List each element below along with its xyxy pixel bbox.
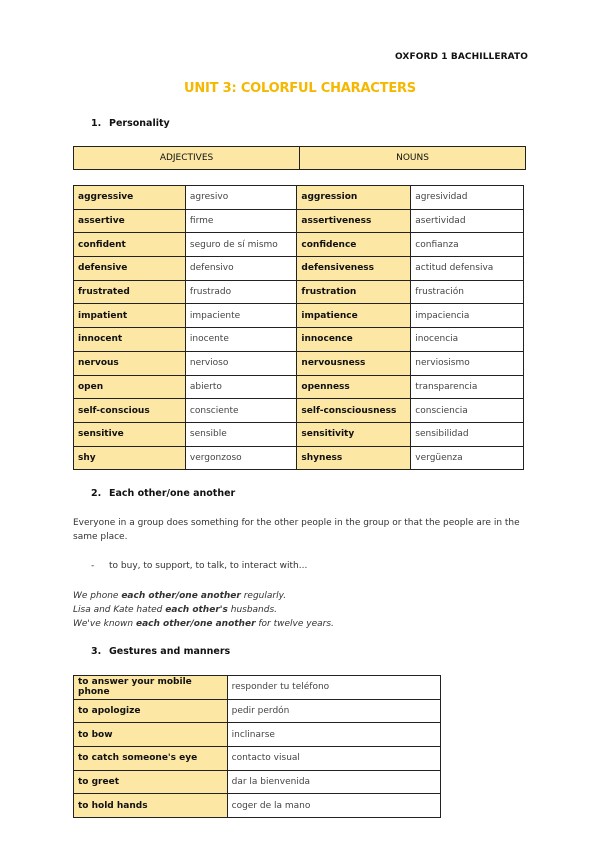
example-sentence-2	[73, 603, 277, 617]
table-row	[74, 233, 524, 257]
noun-cell: openness	[297, 375, 411, 399]
adjective-cell: innocent	[74, 328, 186, 352]
bullet-mark: -	[91, 561, 95, 571]
table-row	[74, 375, 524, 399]
noun-translation-cell: impaciencia	[411, 304, 524, 328]
section-label: Each other/one another	[109, 488, 236, 499]
course-label: OXFORD 1 BACHILLERATO	[394, 52, 528, 62]
bullet-text: to buy, to support, to talk, to interact with...	[109, 561, 308, 571]
gesture-cell: to answer your mobile phone	[74, 676, 228, 700]
noun-cell: nervousness	[297, 351, 411, 375]
gesture-cell: to greet	[74, 770, 228, 794]
adjective-cell: aggressive	[74, 186, 186, 210]
gestures-table	[73, 675, 441, 818]
gesture-cell: to apologize	[74, 699, 228, 723]
gesture-translation-cell: responder tu teléfono	[227, 676, 440, 700]
example-highlight: each other/one another	[121, 591, 241, 601]
adjective-cell: self-conscious	[74, 399, 186, 423]
example-text: Lisa and Kate hated	[73, 605, 166, 615]
table-row	[74, 676, 441, 700]
noun-translation-cell: vergüenza	[411, 446, 524, 470]
table-row	[74, 351, 524, 375]
section-heading-gestures	[91, 646, 230, 657]
table-row	[74, 304, 524, 328]
noun-translation-cell: nerviosismo	[411, 351, 524, 375]
example-sentence-1	[73, 589, 286, 603]
example-text: husbands.	[227, 605, 278, 615]
section-number: 1.	[91, 118, 102, 129]
example-text: for twelve years.	[255, 619, 334, 629]
table-row	[74, 209, 524, 233]
section-label: Personality	[109, 118, 170, 129]
adjective-translation-cell: consciente	[185, 399, 297, 423]
noun-translation-cell: sensibilidad	[411, 422, 524, 446]
table-row	[74, 399, 524, 423]
noun-translation-cell: confianza	[411, 233, 524, 257]
adjective-translation-cell: seguro de sí mismo	[185, 233, 297, 257]
noun-translation-cell: transparencia	[411, 375, 524, 399]
adjective-translation-cell: impaciente	[185, 304, 297, 328]
gesture-translation-cell: pedir perdón	[227, 699, 440, 723]
adjective-translation-cell: inocente	[185, 328, 297, 352]
noun-translation-cell: agresividad	[411, 186, 524, 210]
table-row	[74, 699, 441, 723]
adjective-cell: impatient	[74, 304, 186, 328]
section-heading-each-other	[91, 488, 235, 499]
example-highlight: each other/one another	[135, 619, 256, 629]
gesture-cell: to bow	[74, 723, 228, 747]
example-text: regularly.	[240, 591, 287, 601]
section-heading-personality	[91, 118, 170, 129]
gesture-cell: to hold hands	[74, 794, 228, 818]
table-row	[74, 257, 524, 281]
table-row	[74, 422, 524, 446]
table-row	[74, 328, 524, 352]
noun-translation-cell: inocencia	[411, 328, 524, 352]
section-label: Gestures and manners	[109, 646, 231, 657]
table-row	[74, 446, 524, 470]
adjective-translation-cell: firme	[185, 209, 297, 233]
noun-translation-cell: frustración	[411, 280, 524, 304]
noun-cell: aggression	[297, 186, 411, 210]
adjective-translation-cell: vergonzoso	[185, 446, 297, 470]
adjective-translation-cell: agresivo	[185, 186, 297, 210]
noun-cell: assertiveness	[297, 209, 411, 233]
example-text: We phone	[73, 591, 122, 601]
adjective-translation-cell: defensivo	[185, 257, 297, 281]
adjective-translation-cell: abierto	[185, 375, 297, 399]
gesture-translation-cell: inclinarse	[227, 723, 440, 747]
adjective-cell: nervous	[74, 351, 186, 375]
table-row	[74, 770, 441, 794]
noun-cell: impatience	[297, 304, 411, 328]
bullet-item	[91, 561, 307, 571]
noun-cell: shyness	[297, 446, 411, 470]
personality-table	[73, 185, 524, 470]
noun-cell: sensitivity	[297, 422, 411, 446]
personality-header-table	[73, 146, 526, 170]
adjective-cell: assertive	[74, 209, 186, 233]
gesture-translation-cell: contacto visual	[227, 747, 440, 771]
gesture-cell: to catch someone's eye	[74, 747, 228, 771]
noun-translation-cell: consciencia	[411, 399, 524, 423]
adjective-cell: frustrated	[74, 280, 186, 304]
adjective-cell: confident	[74, 233, 186, 257]
noun-cell: self-consciousness	[297, 399, 411, 423]
table-row	[74, 723, 441, 747]
adjective-translation-cell: frustrado	[185, 280, 297, 304]
table-row	[74, 747, 441, 771]
table-row	[74, 186, 524, 210]
table-row	[74, 280, 524, 304]
table-row	[74, 794, 441, 818]
noun-cell: innocence	[297, 328, 411, 352]
adjective-cell: shy	[74, 446, 186, 470]
adjective-cell: defensive	[74, 257, 186, 281]
example-highlight: each other's	[165, 605, 228, 615]
col-header-adjectives: ADJECTIVES	[74, 147, 300, 170]
noun-translation-cell: actitud defensiva	[411, 257, 524, 281]
example-sentence-3	[73, 617, 334, 631]
definition-paragraph: Everyone in a group does something for the other people in the group or that the people are in the same place.	[73, 518, 520, 542]
adjective-cell: sensitive	[74, 422, 186, 446]
noun-cell: defensiveness	[297, 257, 411, 281]
noun-cell: frustration	[297, 280, 411, 304]
noun-cell: confidence	[297, 233, 411, 257]
adjective-translation-cell: nervioso	[185, 351, 297, 375]
section-number: 3.	[91, 646, 102, 657]
col-header-nouns: NOUNS	[300, 147, 526, 170]
page-title: UNIT 3: COLORFUL CHARACTERS	[184, 81, 416, 96]
gesture-translation-cell: dar la bienvenida	[227, 770, 440, 794]
section-number: 2.	[91, 488, 102, 499]
gesture-translation-cell: coger de la mano	[227, 794, 440, 818]
example-text: We've known	[73, 619, 136, 629]
noun-translation-cell: asertividad	[411, 209, 524, 233]
adjective-translation-cell: sensible	[185, 422, 297, 446]
adjective-cell: open	[74, 375, 186, 399]
